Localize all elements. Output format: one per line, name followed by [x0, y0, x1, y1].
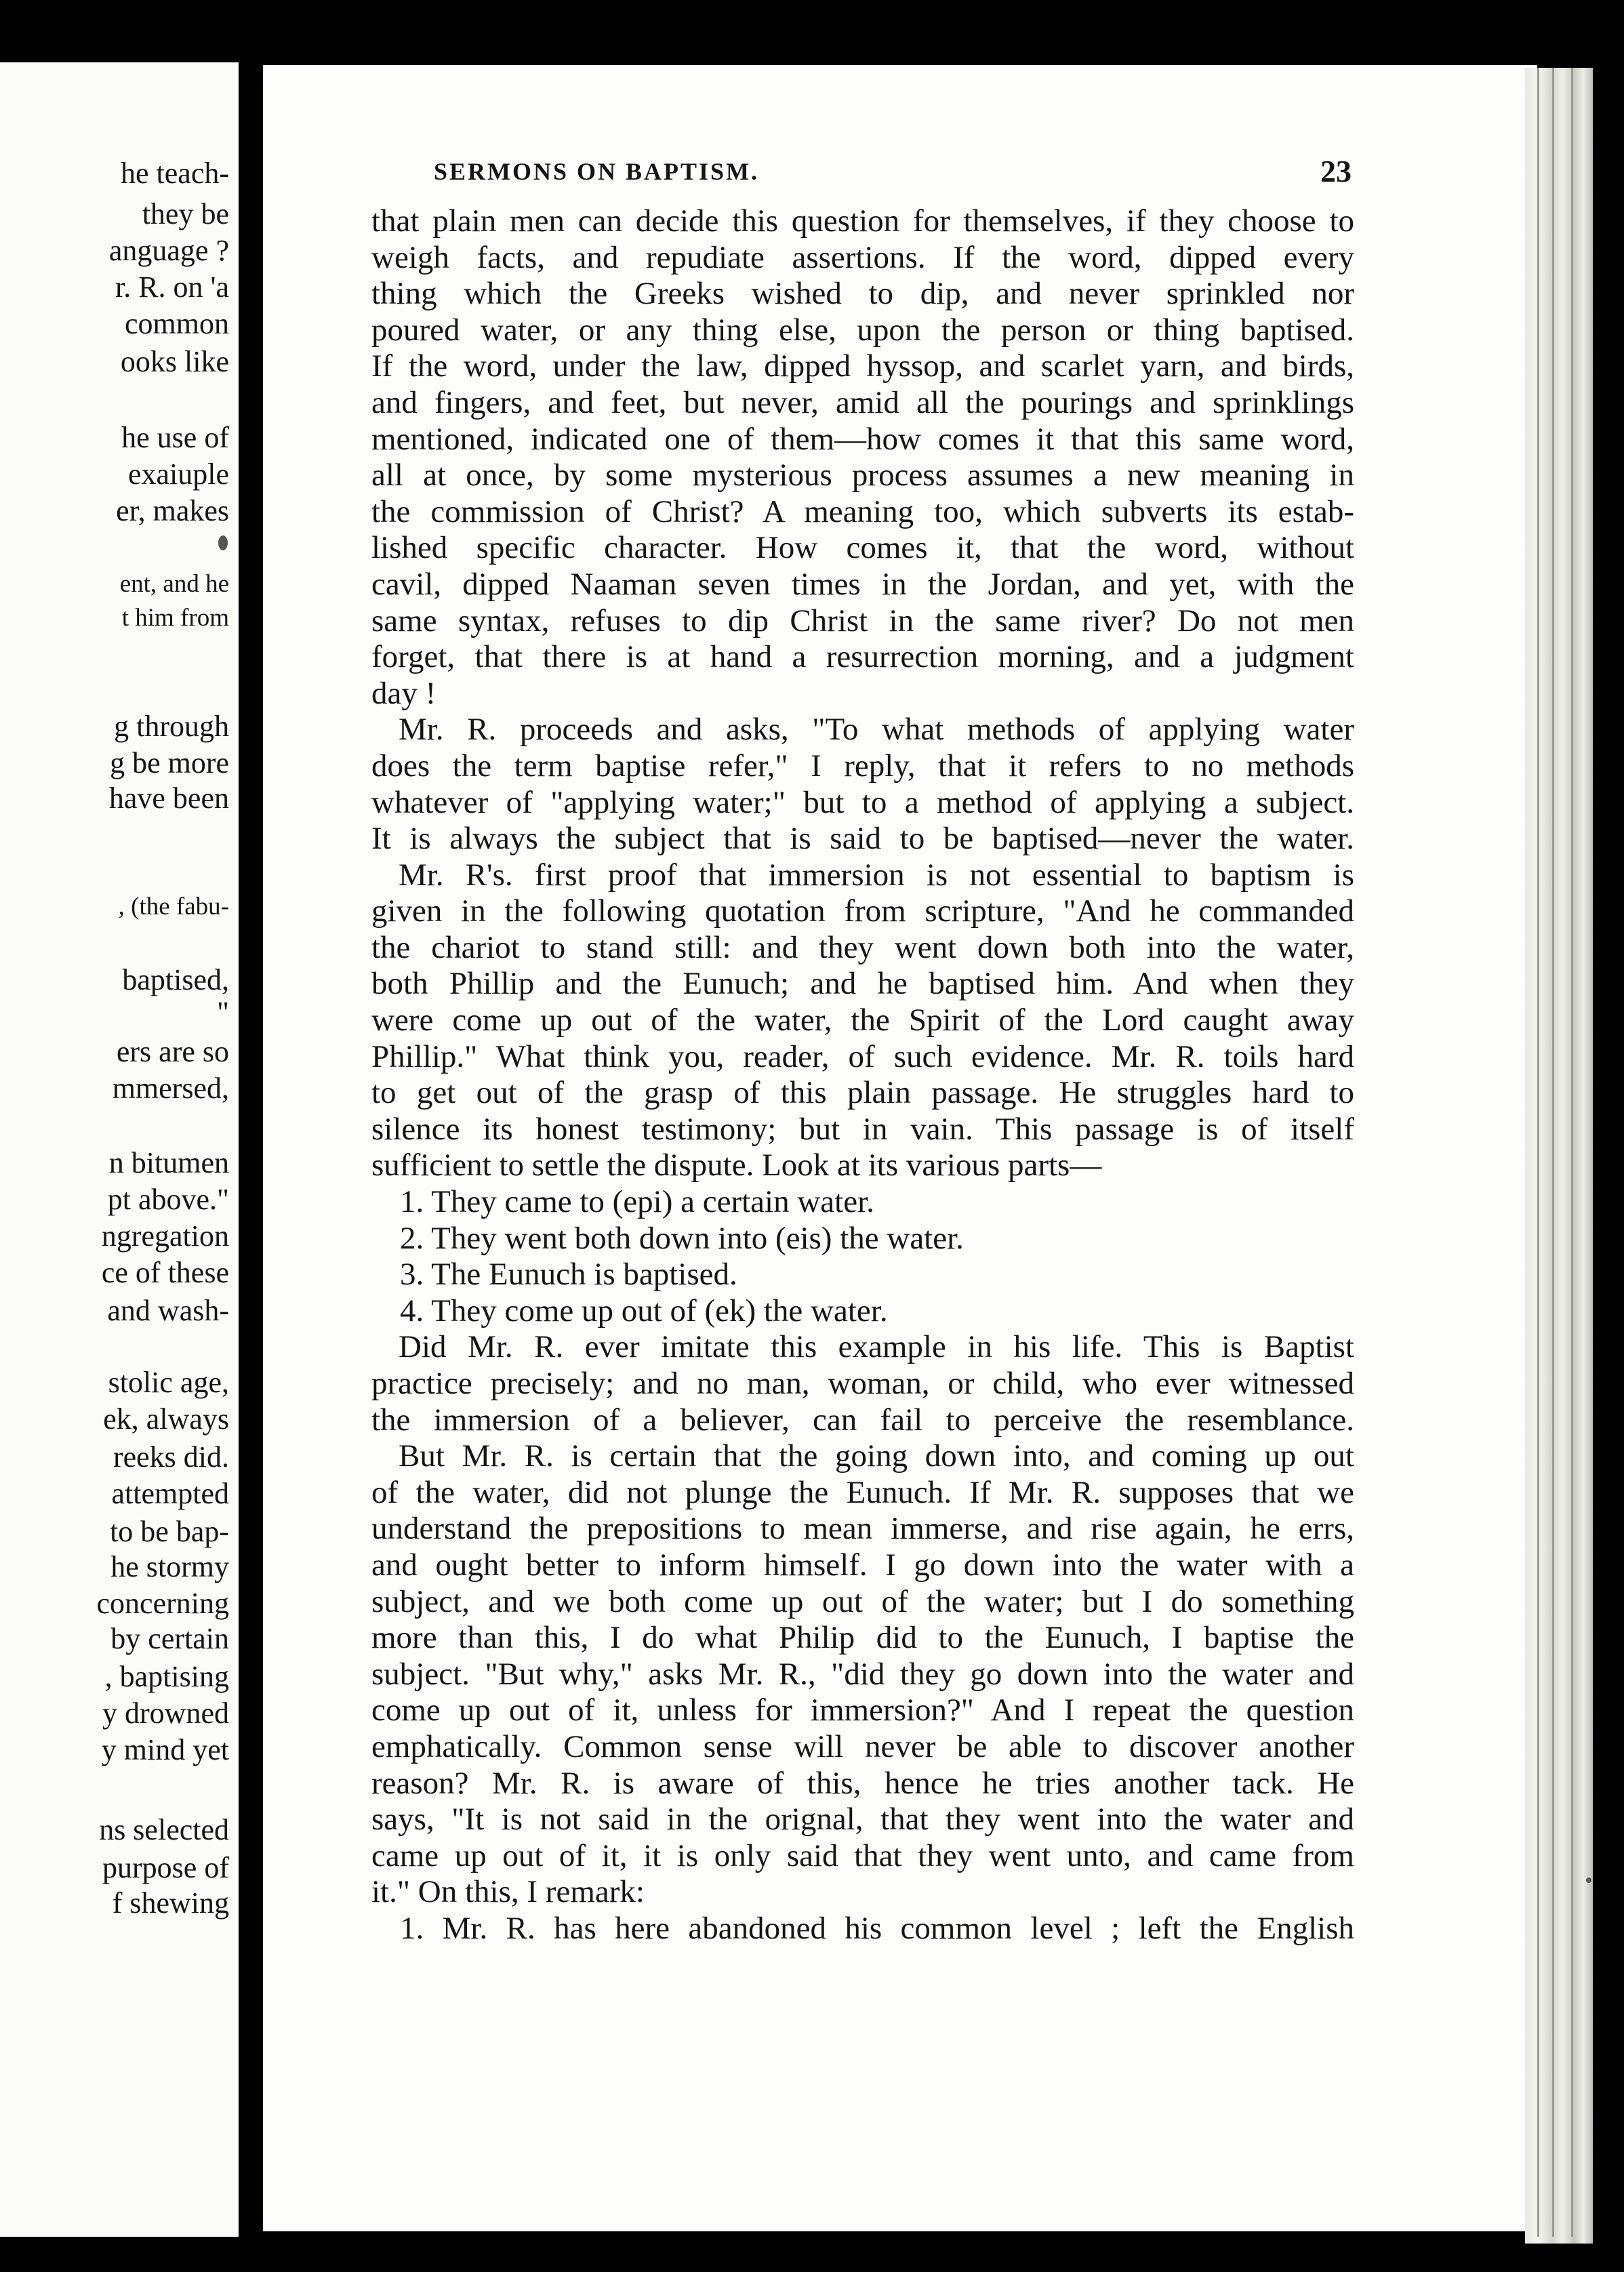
- body-line: sufficient to settle the dispute. Look at its various parts—: [371, 1148, 1102, 1183]
- left-page-line: they be: [142, 197, 229, 230]
- left-page-line: ce of these: [101, 1256, 229, 1289]
- body-line: 1. They came to (epi) a certain water.: [400, 1184, 874, 1220]
- body-line: day !: [371, 675, 437, 711]
- body-line: cavil, dipped Naaman seven times in the Jordan, and yet, with the: [371, 566, 1354, 602]
- body-line: silence its honest testimony; but in vain. This passage is of itself: [371, 1111, 1354, 1147]
- body-line: But Mr. R. is certain that the going down into, and coming up out: [399, 1438, 1354, 1474]
- left-page-line: he teach-: [121, 157, 229, 190]
- body-line: more than this, I do what Philip did to the Eunuch, I baptise the: [371, 1620, 1354, 1656]
- body-line: 1. Mr. R. has here abandoned his common level ; left the English: [400, 1910, 1354, 1946]
- body-line: lished specific character. How comes it, that the word, without: [371, 530, 1354, 566]
- page-gutter: [239, 0, 264, 2272]
- left-page-line: y mind yet: [101, 1733, 229, 1766]
- body-line: all at once, by some mysterious process assumes a new meaning in: [371, 458, 1354, 493]
- body-line: the commission of Christ? A meaning too, which subverts its estab-: [371, 493, 1354, 529]
- running-head: SERMONS ON BAPTISM.: [434, 158, 760, 185]
- left-page-line: ns selected: [99, 1813, 229, 1846]
- left-page-line: t him from: [121, 604, 229, 632]
- left-page-line: he stormy: [110, 1550, 229, 1583]
- body-line: same syntax, refuses to dip Christ in the same river? Do not men: [371, 603, 1354, 638]
- left-page-line: , (the fabu-: [118, 893, 229, 920]
- body-line: Did Mr. R. ever imitate this example in his life. This is Baptist: [399, 1329, 1354, 1365]
- left-page-line: ooks like: [120, 345, 229, 378]
- body-line: given in the following quotation from scripture, "And he commanded: [371, 893, 1354, 929]
- body-line: It is always the subject that is said to be baptised—never the water.: [371, 821, 1354, 857]
- body-line: come up out of it, unless for immersion?" And I repeat the question: [371, 1692, 1354, 1728]
- left-page-line: n bitumen: [108, 1146, 229, 1179]
- body-line: and fingers, and feet, but never, amid all the pourings and sprinklings: [371, 384, 1354, 420]
- body-line: subject, and we both come up out of the water; but I do something: [371, 1583, 1354, 1619]
- body-line: 3. The Eunuch is baptised.: [400, 1257, 737, 1293]
- page-number: 23: [1320, 154, 1352, 188]
- left-page-fragment: [0, 62, 239, 2237]
- body-line: thing which the Greeks wished to dip, and never sprinkled nor: [371, 276, 1354, 312]
- left-page-line: g through: [114, 710, 229, 743]
- left-page-line: concerning: [96, 1587, 229, 1620]
- left-page-line: r. R. on 'a: [115, 270, 229, 304]
- body-line: the chariot to stand still: and they went down both into the water,: [371, 929, 1354, 965]
- ink-speck: [1586, 1878, 1591, 1883]
- left-page-line: to be bap-: [110, 1515, 229, 1548]
- body-line: does the term baptise refer," I reply, that it refers to no methods: [371, 748, 1354, 784]
- body-line: that plain men can decide this question for themselves, if they choose to: [371, 203, 1354, 239]
- left-page-line: ": [217, 996, 229, 1029]
- left-page-line: pt above.": [107, 1183, 229, 1216]
- page-edge-line: [1537, 68, 1539, 2237]
- left-page-line: g be more: [110, 746, 229, 779]
- left-page-line: ngregation: [101, 1219, 229, 1253]
- body-text: [371, 203, 1354, 1947]
- body-line: came up out of it, it is only said that they went unto, and came from: [371, 1838, 1354, 1873]
- left-page-line: stolic age,: [108, 1366, 229, 1399]
- body-line: to get out of the grasp of this plain passage. He struggles hard to: [371, 1075, 1354, 1111]
- body-line: mentioned, indicated one of them—how comes it that this same word,: [371, 421, 1354, 457]
- left-page-line: he use of: [121, 421, 229, 454]
- page-edges: [1525, 68, 1593, 2244]
- left-page-line: ers are so: [116, 1035, 229, 1068]
- left-page-line: anguage ?: [108, 234, 229, 267]
- page-edge-line: [1571, 68, 1573, 2237]
- page-edge-line: [1552, 68, 1554, 2237]
- body-line: Mr. R's. first proof that immersion is not essential to baptism is: [399, 857, 1354, 893]
- left-page-line: have been: [108, 782, 229, 815]
- body-line: practice precisely; and no man, woman, or child, who ever witnessed: [371, 1366, 1354, 1401]
- left-page-line: er, makes: [116, 494, 229, 527]
- left-page-line: attempted: [111, 1477, 229, 1510]
- body-line: emphatically. Common sense will never be able to discover another: [371, 1728, 1354, 1764]
- body-line: whatever of "applying water;" but to a method of applying a subject.: [371, 784, 1354, 820]
- left-page-line: mmersed,: [112, 1072, 229, 1105]
- left-page-line: by certain: [110, 1622, 229, 1655]
- body-line: 2. They went both down into (eis) the water.: [400, 1220, 964, 1256]
- body-line: both Phillip and the Eunuch; and he baptised him. And when they: [371, 966, 1354, 1002]
- left-page-line: purpose of: [102, 1851, 229, 1884]
- left-page-line: ek, always: [103, 1402, 229, 1436]
- body-line: poured water, or any thing else, upon the person or thing baptised.: [371, 312, 1354, 348]
- body-line: weigh facts, and repudiate assertions. If the word, dipped every: [371, 239, 1354, 275]
- body-line: forget, that there is at hand a resurrection morning, and a judgment: [371, 639, 1354, 675]
- body-line: of the water, did not plunge the Eunuch. If Mr. R. supposes that we: [371, 1474, 1354, 1510]
- body-line: understand the prepositions to mean immerse, and rise again, he errs,: [371, 1511, 1354, 1547]
- left-page-line: ent, and he: [119, 570, 229, 598]
- body-line: the immersion of a believer, can fail to perceive the resemblance.: [371, 1402, 1354, 1438]
- body-line: If the word, under the law, dipped hyssop, and scarlet yarn, and birds,: [371, 348, 1354, 384]
- left-page-line: y drowned: [102, 1697, 229, 1730]
- left-page-line: baptised,: [122, 963, 229, 996]
- body-line: Phillip." What think you, reader, of such evidence. Mr. R. toils hard: [371, 1038, 1354, 1074]
- left-page-line: and wash-: [107, 1294, 229, 1327]
- body-line: 4. They come up out of (ek) the water.: [400, 1293, 888, 1328]
- body-line: subject. "But why," asks Mr. R., "did they go down into the water and: [371, 1656, 1354, 1692]
- left-page-line: f shewing: [112, 1886, 229, 1920]
- body-line: it." On this, I remark:: [371, 1874, 645, 1910]
- body-line: says, "It is not said in the orignal, that they went into the water and: [371, 1802, 1354, 1838]
- left-page-line: common: [125, 307, 229, 340]
- body-line: reason? Mr. R. is aware of this, hence he tries another tack. He: [371, 1765, 1354, 1801]
- body-line: were come up out of the water, the Spirit of the Lord caught away: [371, 1002, 1354, 1038]
- left-page-line: exaiuple: [127, 458, 229, 491]
- body-line: Mr. R. proceeds and asks, "To what methods of applying water: [399, 712, 1354, 748]
- body-line: and ought better to inform himself. I go down into the water with a: [371, 1547, 1354, 1583]
- left-page-line: reeks did.: [113, 1440, 229, 1474]
- left-page-line: , baptising: [104, 1660, 229, 1693]
- ink-speck: [218, 535, 228, 550]
